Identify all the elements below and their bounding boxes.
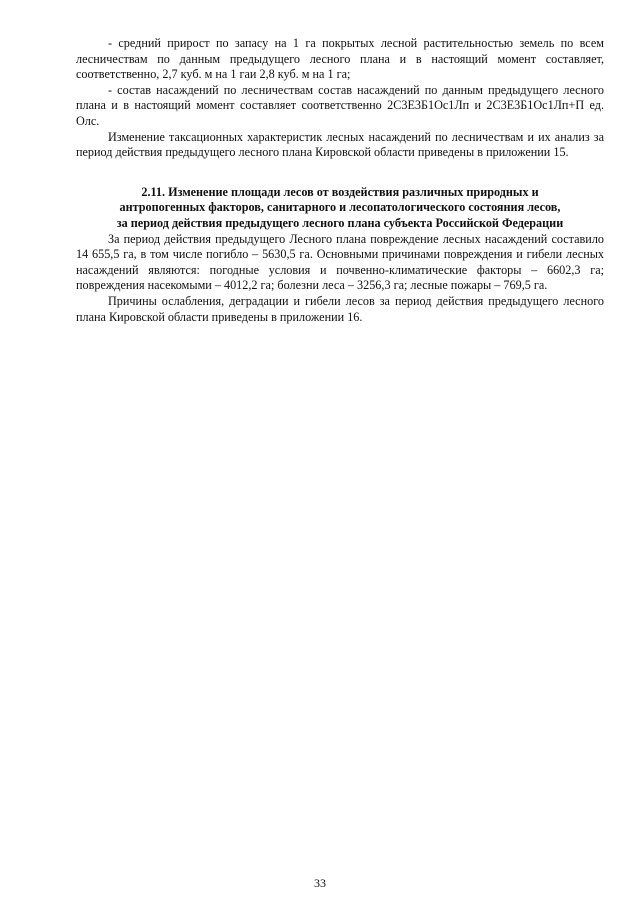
page-content bbox=[76, 36, 604, 325]
paragraph-stand-composition: - состав насаждений по лесничествам состав насаждений по данным предыдущего лесного плана и в настоящий момент составляет соответственно 2С3Е3Б1Ос1Лп и 2С3Е3Б1Ос1Лп+П ед. Олс. bbox=[76, 82, 604, 128]
section-heading bbox=[76, 185, 604, 232]
paragraph-average-growth: - средний прирост по запасу на 1 га покрытых лесной растительностью земель по всем лесничествам по данным предыдущего лесного плана и в настоящий момент составляет, соответственно, 2,7 куб. м на 1 гаи 2,8 куб. м на 1 га; bbox=[76, 36, 604, 82]
section-heading-line-1: 2.11. Изменение площади лесов от воздействия различных природных и bbox=[141, 184, 539, 199]
section-heading-line-2: антропогенных факторов, санитарного и лесопатологического состояния лесов, bbox=[119, 200, 561, 215]
page-number: 33 bbox=[314, 876, 326, 890]
section-heading-line-3: за период действия предыдущего лесного плана субъекта Российской Федерации bbox=[116, 215, 564, 230]
paragraph-degradation-causes: Причины ослабления, деградации и гибели лесов за период действия предыдущего лесного плана Кировской области приведены в приложении 16. bbox=[76, 293, 604, 324]
paragraph-taxation-changes: Изменение таксационных характеристик лесных насаждений по лесничествам и их анализ за период действия предыдущего лесного плана Кировской области приведены в приложении 15. bbox=[76, 129, 604, 160]
paragraph-damage-summary: За период действия предыдущего Лесного плана повреждение лесных насаждений составило 14 655,5 га, в том числе погибло – 5630,5 га. Основными причинами повреждения и гибели лесных насаждений являются: погодные условия и почвенно-климатические факторы – 6602,3 га; повреждения насекомыми – 4012,2 га; болезни леса – 3256,3 га; лесные пожары – 769,5 га. bbox=[76, 231, 604, 293]
